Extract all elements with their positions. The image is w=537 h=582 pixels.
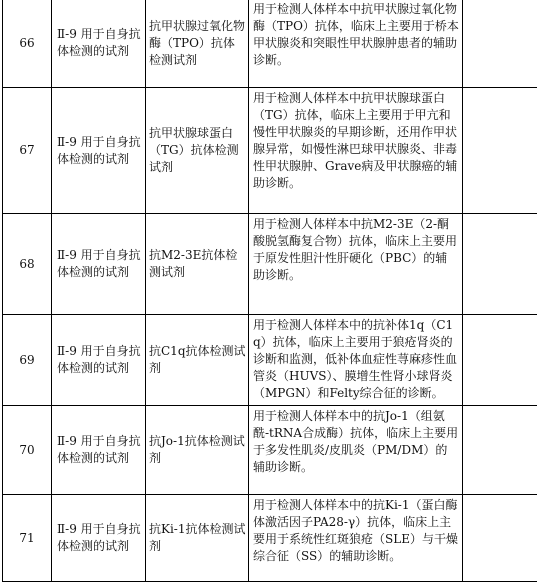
empty-cell	[463, 0, 537, 88]
product-name-cell: 抗甲状腺过氧化物酶（TPO）抗体检测试剂	[146, 0, 249, 88]
product-name-cell: 抗M2-3E抗体检测试剂	[146, 214, 249, 315]
description-text: 用于检测人体样本中抗甲状腺过氧化物酶（TPO）抗体，临床上主要用于桥本甲状腺炎和突眼性甲状腺肿患者的辅助诊断。	[253, 2, 459, 67]
row-number: 71	[3, 495, 52, 582]
product-name-cell: 抗C1q抗体检测试剂	[146, 315, 249, 406]
row-number: 69	[3, 315, 52, 406]
category-cell: Ⅱ-9 用于自身抗体检测的试剂	[52, 406, 146, 495]
row-number: 67	[3, 88, 52, 214]
empty-cell	[463, 214, 537, 315]
row-number: 66	[3, 0, 52, 88]
table-row	[3, 88, 537, 214]
product-name-cell: 抗Ki-1抗体检测试剂	[146, 495, 249, 582]
description-cell	[249, 0, 463, 88]
description-cell	[249, 495, 463, 582]
description-text: 用于检测人体样本中的抗Jo-1（组氨酰-tRNA合成酶）抗体，临床上主要用于多发性肌炎/皮肌炎（PM/DM）的辅助诊断。	[253, 409, 459, 474]
table-row	[3, 0, 537, 88]
category-cell: Ⅱ-9 用于自身抗体检测的试剂	[52, 214, 146, 315]
row-number: 68	[3, 214, 52, 315]
description-cell	[249, 406, 463, 495]
empty-cell	[463, 495, 537, 582]
category-cell: Ⅱ-9 用于自身抗体检测的试剂	[52, 0, 146, 88]
reagent-table	[2, 0, 537, 582]
empty-cell	[463, 88, 537, 214]
description-text: 用于检测人体样本中的抗Ki-1（蛋白酶体激活因子PA28-γ）抗体，临床上主要用于系统性红斑狼疮（SLE）与干燥综合征（SS）的辅助诊断。	[253, 498, 458, 563]
description-text: 用于检测人体样本中的抗补体1q（C1q）抗体，临床上主要用于狼疮肾炎的诊断和监测，低补体血症性荨麻疹性血管炎（HUVS）、膜增生性肾小球肾炎（MPGN）和Felty综合征的诊断。	[253, 318, 458, 400]
table-row	[3, 214, 537, 315]
description-cell	[249, 88, 463, 214]
empty-cell	[463, 315, 537, 406]
product-name-cell: 抗甲状腺球蛋白（TG）抗体检测试剂	[146, 88, 249, 214]
row-number: 70	[3, 406, 52, 495]
category-cell: Ⅱ-9 用于自身抗体检测的试剂	[52, 315, 146, 406]
description-text: 用于检测人体样本中抗甲状腺球蛋白（TG）抗体，临床上主要用于甲亢和慢性甲状腺炎的早期诊断，还用作甲状腺异常，如慢性淋巴球甲状腺炎、非毒性甲状腺肿、Grave病及甲状腺癌的辅助诊断。	[253, 91, 458, 190]
category-cell: Ⅱ-9 用于自身抗体检测的试剂	[52, 495, 146, 582]
product-name-cell: 抗Jo-1抗体检测试剂	[146, 406, 249, 495]
table-row	[3, 315, 537, 406]
empty-cell	[463, 406, 537, 495]
table-row	[3, 495, 537, 582]
description-cell	[249, 214, 463, 315]
table-row	[3, 406, 537, 495]
description-cell	[249, 315, 463, 406]
description-text: 用于检测人体样本中抗M2-3E（2-酮酸脱氢酶复合物）抗体，临床上主要用于原发性胆汁性肝硬化（PBC）的辅助诊断。	[253, 217, 458, 282]
category-cell: Ⅱ-9 用于自身抗体检测的试剂	[52, 88, 146, 214]
